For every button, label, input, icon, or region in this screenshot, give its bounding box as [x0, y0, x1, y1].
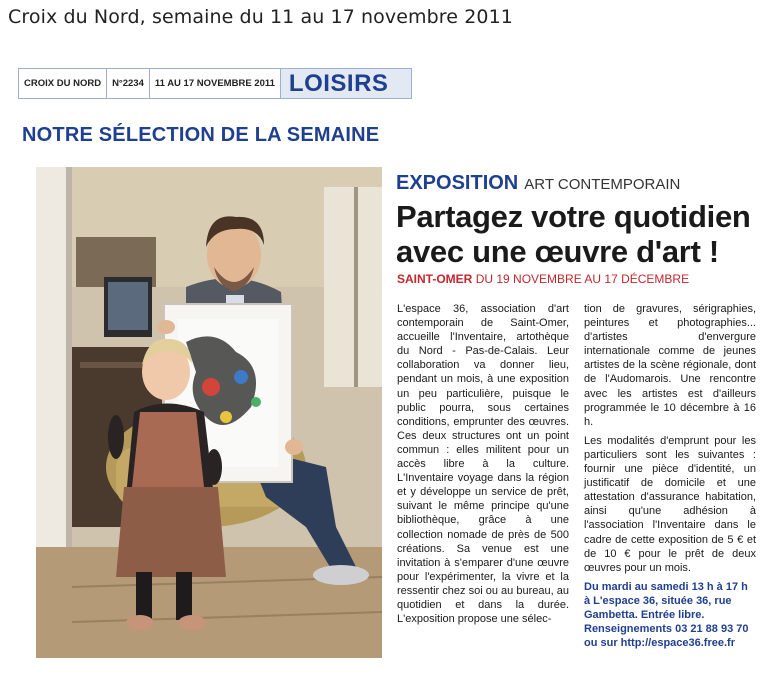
newspaper-masthead — [18, 68, 412, 99]
masthead-week: 11 AU 17 NOVEMBRE 2011 — [150, 69, 281, 98]
article-kicker — [396, 172, 680, 195]
masthead-section-title: LOISIRS — [281, 69, 411, 98]
article-subcategory: ART CONTEMPORAIN — [524, 176, 681, 193]
article-paragraph: Les modalités d'emprunt pour les particuliers sont les suivantes : fournir une pièce d'identité, un justificatif de domicile et une attestation d'assurance habitation, ainsi qu'une adhésion à l'association l'Inventaire dans le cadre de cette exposition de 5 € et de 10 € pour le prêt de deux œuvres pour un mois. — [584, 434, 756, 574]
article-paragraph: tion de gravures, sérigraphies, peintures et photographies... d'artistes d'envergure internationale comme de jeunes artistes de la scène régionale, dont de l'Audomarois. Une rencontre avec les artistes est d'ailleurs programmée le 10 décembre à 16 h. — [584, 303, 756, 428]
article-column-2 — [584, 302, 756, 655]
masthead-paper-name: CROIX DU NORD — [19, 69, 107, 98]
article-dates: DU 19 NOVEMBRE AU 17 DÉCEMBRE — [475, 272, 690, 286]
article-paragraph: L'espace 36, association d'art contemporain de Saint-Omer, accueille l'Inventaire, artothèque du Nord - Pas-de-Calais. Leur collaboration va donner lieu, pendant un mois, à une exposition un peu particulière, puisque le public pourra, sous certaines conditions, emprunter des œuvres. Ces deux structures ont un point commun : elles militent pour un accès libre à la culture. L'Inventaire voyage dans la région et y développe un service de prêt, suivant le même principe qu'une bibliothèque, grâce à une collection nomade de près de 500 créations. Sa venue est une invitation à s'emparer d'une œuvre pour l'expérimenter, la vivre et la ressentir chez soi ou au bureau, au quotidien et dans la durée. L'exposition propose une sélec- — [397, 303, 569, 626]
article-category: EXPOSITION — [396, 172, 519, 194]
article-place: SAINT-OMER — [397, 272, 473, 286]
article-photo — [36, 167, 382, 658]
article-column-1 — [397, 302, 569, 631]
page-caption: Croix du Nord, semaine du 11 au 17 novembre 2011 — [8, 6, 513, 28]
article-dateline — [397, 272, 689, 286]
selection-title: NOTRE SÉLECTION DE LA SEMAINE — [22, 124, 380, 146]
masthead-issue-number: N°2234 — [107, 69, 150, 98]
article-headline: Partagez votre quotidien avec une œuvre d'art ! — [396, 199, 751, 269]
practical-info: Du mardi au samedi 13 h à 17 h à L'espace 36, située 36, rue Gambetta. Entrée libre. Renseignements 03 21 88 93 70 ou sur http://espace36.free.fr — [584, 580, 749, 650]
